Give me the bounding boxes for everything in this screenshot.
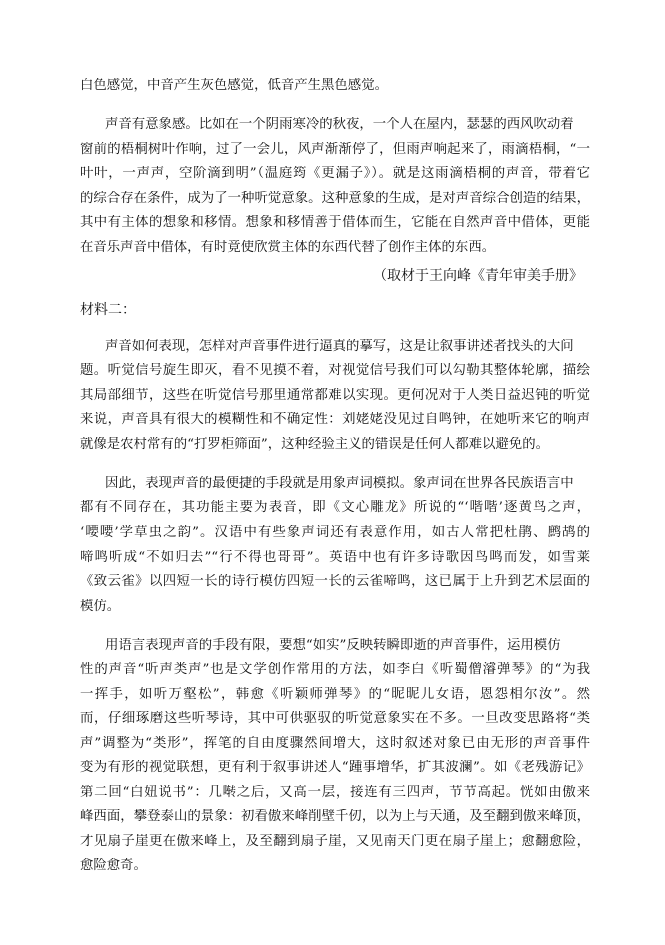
text-line: 性的声音“听声类声”也是文学创作常用的方法，如李白《听蜀僧濬弹琴》的“为我 [80,662,590,677]
text-line: 一挥手，如听万壑松”，韩愈《听颖师弹琴》的“昵昵儿女语，恩怨相尔汝”。然 [80,687,590,702]
text-line: 《致云雀》以四短一长的诗行模仿四短一长的云雀啼鸣，这已属于上升到艺术层面的 [80,574,590,589]
text-line: 其中有主体的想象和移情。想象和移情善于借体而生，它能在自然声音中借体，更能 [80,215,590,230]
text-line: 峰西面，攀登泰山的景象：初看傲来峰削壁千仞，以为上与天通，及至翻到傲来峰顶， [80,809,590,824]
text-line: 而，仔细琢磨这些听琴诗，其中可供驱驭的听觉意象实在不多。一旦改变思路将“类 [80,711,590,726]
text-line: 窗前的梧桐树叶作响，过了一会儿，风声渐渐停了，但雨声响起来了，雨滴梧桐，“一 [80,142,590,157]
text-line: 来说，声音具有很大的模糊性和不确定性：刘姥姥没见过自鸣钟，在她听来它的响声 [80,412,590,427]
text-line: 白色感觉，中音产生灰色感觉，低音产生黑色感觉。 [80,78,388,93]
source-citation: （取材于王向峰《青年审美手册》 [373,268,583,284]
text-line: 的综合存在条件，成为了一种听觉意象。这种意象的生成，是对声音综合创造的结果， [80,191,590,206]
text-line: 啼鸣听成“不如归去”“行不得也哥哥”。英语中也有许多诗歌因鸟鸣而发，如雪莱 [80,550,590,565]
text-line: 声”调整为“类形”，挥笔的自由度骤然间增大，这时叙述对象已由无形的声音事件 [80,736,590,751]
text-line: 叶叶，一声声，空阶滴到明”（温庭筠《更漏子》）。就是这雨滴梧桐的声音，带着它 [80,166,590,181]
text-line: 变为有形的视觉联想，更有利于叙事讲述人“踵事增华，扩其波澜”。如《老残游记》 [80,760,590,775]
text-line: 才见扇子崖更在傲来峰上，及至翻到扇子崖，又见南天门更在扇子崖上；愈翻愈险， [80,834,590,849]
text-line: 模仿。 [80,599,121,614]
text-line: 就像是农村常有的“打罗柜筛面”，这种经验主义的错误是任何人都难以避免的。 [80,437,549,452]
text-line: 因此，表现声音的最便捷的手段就是用象声词模拟。象声词在世界各民族语言中 [105,476,574,491]
text-line: 用语言表现声音的手段有限，要想“如实”反映转瞬即逝的声音事件，运用模仿 [105,638,561,653]
text-line: 其局部细节，这些在听觉信号那里通常都难以实现。更何况对于人类日益迟钝的听觉 [80,388,590,403]
text-line: 声音如何表现，怎样对声音事件进行逼真的摹写，这是让叙事讲述者找头的大问 [105,339,574,354]
text-line: 题。听觉信号旋生即灭，看不见摸不着，对视觉信号我们可以勾勒其整体轮廓，描绘 [80,363,590,378]
text-line: 都有不同存在，其功能主要为表音，即《文心雕龙》所说的“‘喈喈’逐黄鸟之声， [80,500,590,515]
text-line: 声音有意象感。比如在一个阴雨寒冷的秋夜，一个人在屋内，瑟瑟的西风吹动着 [105,117,574,132]
text-line: 在音乐声音中借体，有时竟使欣赏主体的东西代替了创作主体的东西。 [80,240,496,255]
section-heading: 材料二： [80,302,136,318]
text-line: 第二回“白妞说书”：几啭之后，又高一层，接连有三四声，节节高起。恍如由傲来 [80,785,590,800]
text-line: 愈险愈奇。 [80,858,147,873]
text-line: ‘喓喓’学草虫之韵”。汉语中有些象声词还有表意作用，如古人常把杜鹃、鹧鸪的 [80,525,590,540]
